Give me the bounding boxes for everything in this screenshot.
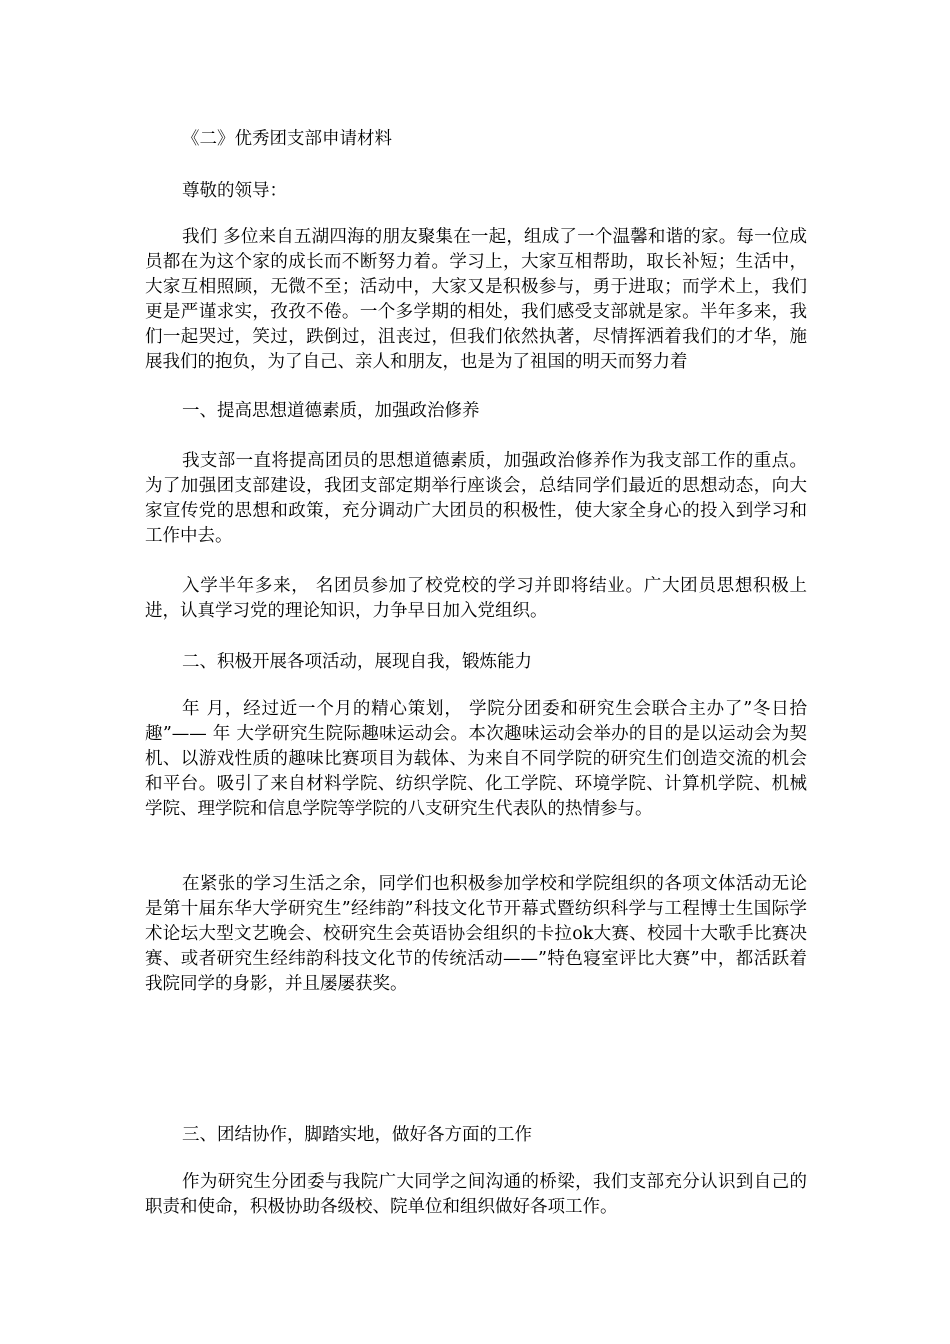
section3-paragraph-1: 作为研究生分团委与我院广大同学之间沟通的桥梁，我们支部充分认识到自己的职责和使命，积极协助各级校、院单位和组织做好各项工作。: [145, 1172, 807, 1217]
section3-heading: 三、团结协作，脚踏实地，做好各方面的工作: [182, 1125, 532, 1145]
section1-heading: 一、提高思想道德素质，加强政治修养: [182, 401, 480, 421]
section1-paragraph-1: 我支部一直将提高团员的思想道德素质，加强政治修养作为我支部工作的重点。为了加强团支部建设，我团支部定期举行座谈会，总结同学们最近的思想动态，向大家宣传党的思想和政策，充分调动广大团员的积极性，使大家全身心的投入到学习和工作中去。: [145, 451, 807, 546]
document-title: 《二》优秀团支部申请材料: [182, 129, 392, 149]
section2-paragraph-1: 年 月，经过近一个月的精心策划， 学院分团委和研究生会联合主办了”冬日拾趣”—— 年 大学研究生院际趣味运动会。本次趣味运动会举办的目的是以运动会为契机、以游戏性质的趣味比赛项目为载体、为来自不同学院的研究生们创造交流的机会和平台。吸引了来自材料学院、纺织学院、化工学院、环境学院、计算机学院、机械学院、理学院和信息学院等学院的八支研究生代表队的热情参与。: [145, 699, 807, 819]
section2-paragraph-2: 在紧张的学习生活之余，同学们也积极参加学校和学院组织的各项文体活动无论是第十届东华大学研究生”经纬韵”科技文化节开幕式暨纺织科学与工程博士生国际学术论坛大型文艺晚会、校研究生会英语协会组织的卡拉ok大赛、校园十大歌手比赛决赛、或者研究生经纬韵科技文化节的传统活动——”特色寝室评比大赛”中，都活跃着我院同学的身影，并且屡屡获奖。: [145, 874, 807, 994]
section1-paragraph-2: 入学半年多来， 名团员参加了校党校的学习并即将结业。广大团员思想积极上进，认真学习党的理论知识，力争早日加入党组织。: [145, 576, 807, 621]
salutation: 尊敬的领导：: [182, 181, 287, 201]
section2-heading: 二、积极开展各项活动，展现自我，锻炼能力: [182, 652, 532, 672]
intro-paragraph: 我们 多位来自五湖四海的朋友聚集在一起，组成了一个温馨和谐的家。每一位成员都在为这个家的成长而不断努力着。学习上，大家互相帮助，取长补短；生活中，大家互相照顾，无微不至；活动中，大家又是积极参与，勇于进取；而学术上，我们更是严谨求实，孜孜不倦。一个多学期的相处，我们感受支部就是家。半年多来，我们一起哭过，笑过，跌倒过，沮丧过，但我们依然执著，尽情挥洒着我们的才华，施展我们的抱负，为了自己、亲人和朋友，也是为了祖国的明天而努力着: [145, 227, 807, 372]
